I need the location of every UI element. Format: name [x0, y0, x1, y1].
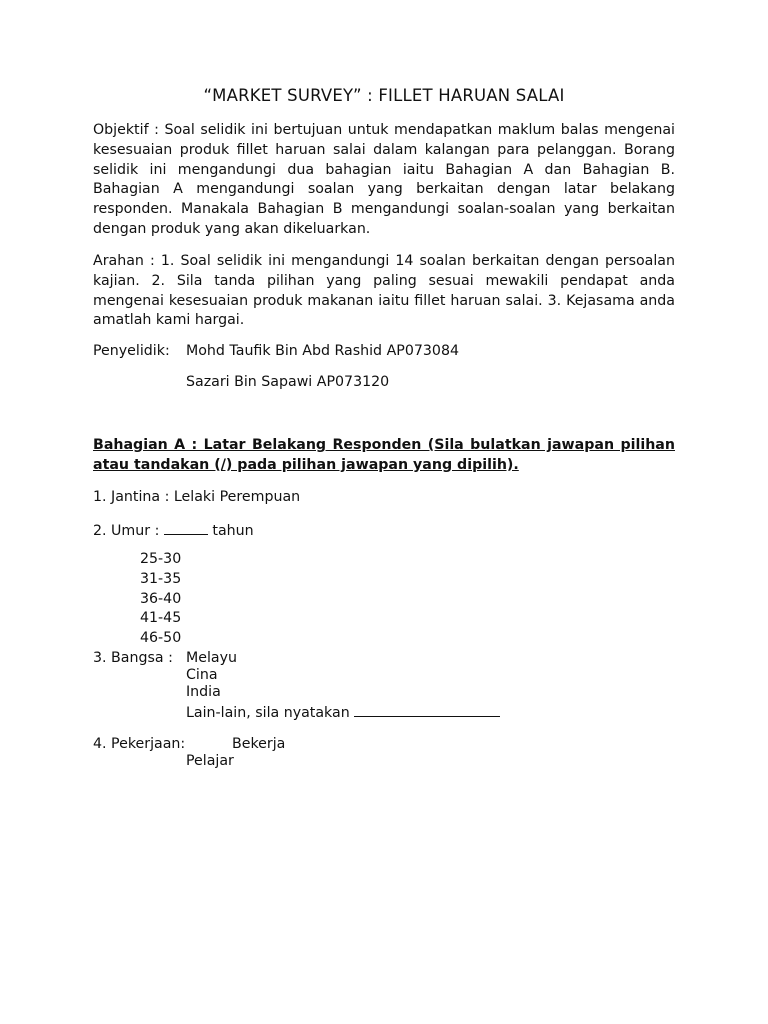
arahan-paragraph: Arahan : 1. Soal selidik ini mengandungi 14 soalan berkaitan dengan persoalan kajian. 2. Sila tanda pilihan yang paling sesuai mewakili pendapat anda mengenai kesesuaian produk makanan iaitu fillet haruan salai. 3. Kejasama anda amatlah kami hargai.: [93, 253, 675, 329]
q3-blank-line: [354, 702, 500, 717]
penyelidik-name-2: Sazari Bin Sapawi AP073120: [186, 374, 390, 390]
q2-option-31-35: 31-35: [140, 571, 182, 587]
q3-option-lain-lain: Lain-lain, sila nyatakan: [186, 705, 350, 721]
page-title: “MARKET SURVEY” : FILLET HARUAN SALAI: [203, 86, 565, 105]
bahagian-a-heading: Bahagian A : Latar Belakang Responden (Sila bulatkan jawapan pilihan atau tandakan (/) pada pilihan jawapan yang dipilih).: [93, 437, 675, 473]
penyelidik-name-1: Mohd Taufik Bin Abd Rashid AP073084: [186, 343, 459, 359]
q4-option-pelajar: Pelajar: [186, 753, 234, 769]
penyelidik-label: Penyelidik:: [93, 343, 170, 359]
q2-option-41-45: 41-45: [140, 610, 182, 626]
q4-label: 4. Pekerjaan:: [93, 736, 186, 752]
q3-option-cina: Cina: [186, 667, 218, 683]
q1-jantina: 1. Jantina : Lelaki Perempuan: [93, 489, 301, 505]
q2-option-36-40: 36-40: [140, 591, 182, 607]
q3-option-india: India: [186, 684, 221, 700]
objektif-paragraph: Objektif : Soal selidik ini bertujuan untuk mendapatkan maklum balas mengenai kesesuaian produk fillet haruan salai dalam kalangan para pelanggan. Borang selidik ini mengandungi dua bahagian iaitu Bahagian A dan Bahagian B. Bahagian A mengandungi soalan yang berkaitan dengan latar belakang responden. Manakala Bahagian B mengandungi soalan-soalan yang berkaitan dengan produk yang akan dikeluarkan.: [93, 122, 675, 237]
q3-option-lain-lain-row: [186, 702, 500, 721]
q2-suffix: tahun: [212, 523, 254, 539]
q2-option-25-30: 25-30: [140, 551, 182, 567]
q3-option-melayu: Melayu: [186, 650, 237, 666]
q2-umur-row: [93, 520, 254, 539]
q2-label: 2. Umur :: [93, 523, 160, 539]
q4-option-bekerja: Bekerja: [232, 736, 286, 752]
q3-label: 3. Bangsa :: [93, 650, 173, 666]
q2-blank-line: [164, 520, 208, 535]
q2-option-46-50: 46-50: [140, 630, 182, 646]
